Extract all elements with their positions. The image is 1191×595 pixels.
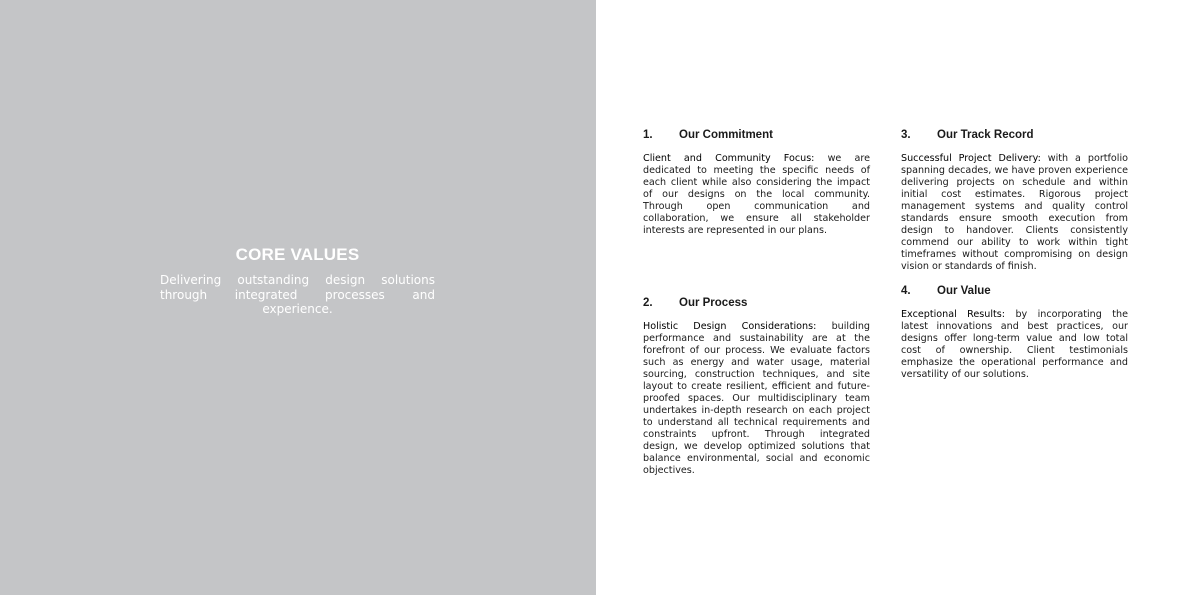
section-number: 2. <box>643 297 653 309</box>
section-body <box>901 153 1128 273</box>
section-heading <box>901 285 1128 299</box>
section-our-value <box>901 285 1128 381</box>
core-values-subtitle: Delivering outstanding design solutions through integrated processes and experience. <box>160 273 435 316</box>
core-values-title: CORE VALUES <box>235 245 360 264</box>
section-heading <box>643 129 870 143</box>
section-body <box>643 321 870 477</box>
section-title: Our Value <box>937 285 991 297</box>
section-title: Our Commitment <box>679 129 773 141</box>
section-body <box>643 153 870 237</box>
section-our-process <box>643 297 870 477</box>
section-title: Our Track Record <box>937 129 1034 141</box>
section-text: we are dedicated to meeting the specific needs of each client while also considering the impact of our designs on the local community. Through open communication and collaboration, we ensure all stakeholder interests are represented in our plans. <box>643 153 870 236</box>
section-heading <box>643 297 870 311</box>
section-lead: Successful Project Delivery: <box>901 153 1041 164</box>
section-heading <box>901 129 1128 143</box>
section-number: 3. <box>901 129 911 141</box>
section-title: Our Process <box>679 297 748 309</box>
section-our-commitment <box>643 129 870 237</box>
section-number: 1. <box>643 129 653 141</box>
section-our-track-record <box>901 129 1128 273</box>
section-text: with a portfolio spanning decades, we have proven experience delivering projects on schedule and within initial cost estimates. Rigorous project management systems and quality control standards ensure smooth execution from design to handover. Clients consistently commend our ability to work within tight timeframes without compromising on design vision or standards of finish. <box>901 153 1128 272</box>
section-lead: Client and Community Focus: <box>643 153 815 164</box>
section-text: by incorporating the latest innovations and best practices, our designs offer long-term value and low total cost of ownership. Client testimonials emphasize the operational performance and versatility of our solutions. <box>901 309 1128 380</box>
section-text: building performance and sustainability are at the forefront of our process. We evaluate factors such as energy and water usage, material sourcing, construction techniques, and site layout to create resilient, efficient and future-proofed spaces. Our multidisciplinary team undertakes in-depth research on each project to understand all technical requirements and constraints upfront. Through integrated design, we develop optimized solutions that balance environmental, social and economic objectives. <box>643 321 870 476</box>
section-body <box>901 309 1128 381</box>
section-lead: Exceptional Results: <box>901 309 1006 320</box>
section-number: 4. <box>901 285 911 297</box>
section-lead: Holistic Design Considerations: <box>643 321 817 332</box>
